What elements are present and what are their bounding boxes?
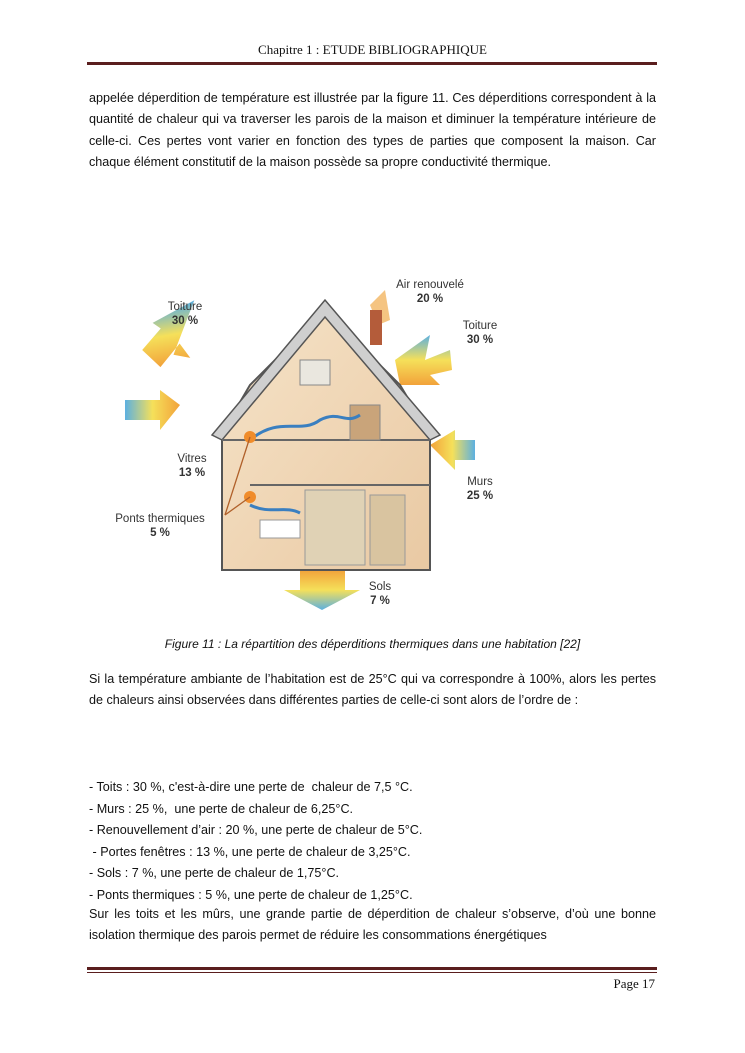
- intro-paragraph: appelée déperdition de température est illustrée par la figure 11. Ces déperditions correspondent à la quantité de chaleur qui va traverser les parois de la maison et diminuer la température intérieure de celle-ci. Ces pertes vont varier en fonction des types de parties que composent la maison. Car chaque élément constitutif de la maison possède sa propre conductivité thermique.: [89, 91, 656, 170]
- window-attic: [300, 360, 330, 385]
- ponts-thermiques-name: Ponts thermiques: [115, 513, 205, 525]
- page-number: Page 17: [613, 976, 655, 991]
- vitres-arrow: [125, 390, 180, 430]
- page-header-title: Chapitre 1 : ETUDE BIBLIOGRAPHIQUE: [258, 42, 487, 57]
- toiture-right-pct: 30 %: [466, 334, 494, 346]
- closing-paragraph: Sur les toits et les mûrs, une grande partie de déperdition de chaleur s’observe, d’où une bonne isolation thermique des parois permet de réduire les consommations énergétiques: [89, 907, 656, 943]
- footer-rule: [87, 967, 657, 970]
- list-item: - Renouvellement d’air : 20 %, une perte de chaleur de 5°C.: [89, 823, 423, 837]
- figure-caption: Figure 11 : La répartition des déperditions thermiques dans une habitation [22]: [164, 637, 581, 651]
- list-item: - Toits : 30 %, c'est-à-dire une perte de chaleur de 7,5 °C.: [89, 780, 413, 794]
- vitres-pct: 13 %: [178, 467, 206, 479]
- cabinet: [370, 495, 405, 565]
- sols-arrow: [284, 570, 360, 610]
- vitres-name: Vitres: [177, 453, 207, 465]
- body-paragraph: Si la température ambiante de l’habitation est de 25°C qui va correspondre à 100%, alors les pertes de chaleurs ainsi observées dans différentes parties de celle-ci sont alors de l’ordre de :: [89, 672, 656, 708]
- murs-name: Murs: [467, 476, 493, 488]
- chimney: [370, 310, 382, 345]
- toiture-right-name: Toiture: [462, 320, 498, 332]
- stairs: [305, 490, 365, 565]
- list-item: - Ponts thermiques : 5 %, une perte de chaleur de 1,25°C.: [89, 887, 413, 902]
- air-renouvele-name: Air renouvelé: [396, 279, 464, 291]
- footer-rule-thin: [87, 972, 657, 973]
- air-renouvele-pct: 20 %: [416, 293, 444, 305]
- list-item: - Murs : 25 %, une perte de chaleur de 6,25°C.: [89, 801, 354, 816]
- losses-list: [89, 777, 422, 906]
- heat-loss-figure: [100, 265, 520, 615]
- toiture-left-name: Toiture: [167, 301, 203, 313]
- ponts-thermiques-pct: 5 %: [150, 527, 170, 539]
- header-rule: [87, 62, 657, 65]
- sols-pct: 7 %: [370, 595, 390, 607]
- list-item: - Portes fenêtres : 13 %, une perte de chaleur de 3,25°C.: [89, 844, 411, 859]
- tub: [260, 520, 300, 538]
- list-item: - Sols : 7 %, une perte de chaleur de 1,75°C.: [89, 866, 340, 880]
- toiture-left-pct: 30 %: [171, 315, 199, 327]
- murs-pct: 25 %: [466, 490, 494, 502]
- bookshelf: [350, 405, 380, 440]
- roof-right-arrow: [395, 335, 452, 385]
- sols-name: Sols: [368, 581, 392, 593]
